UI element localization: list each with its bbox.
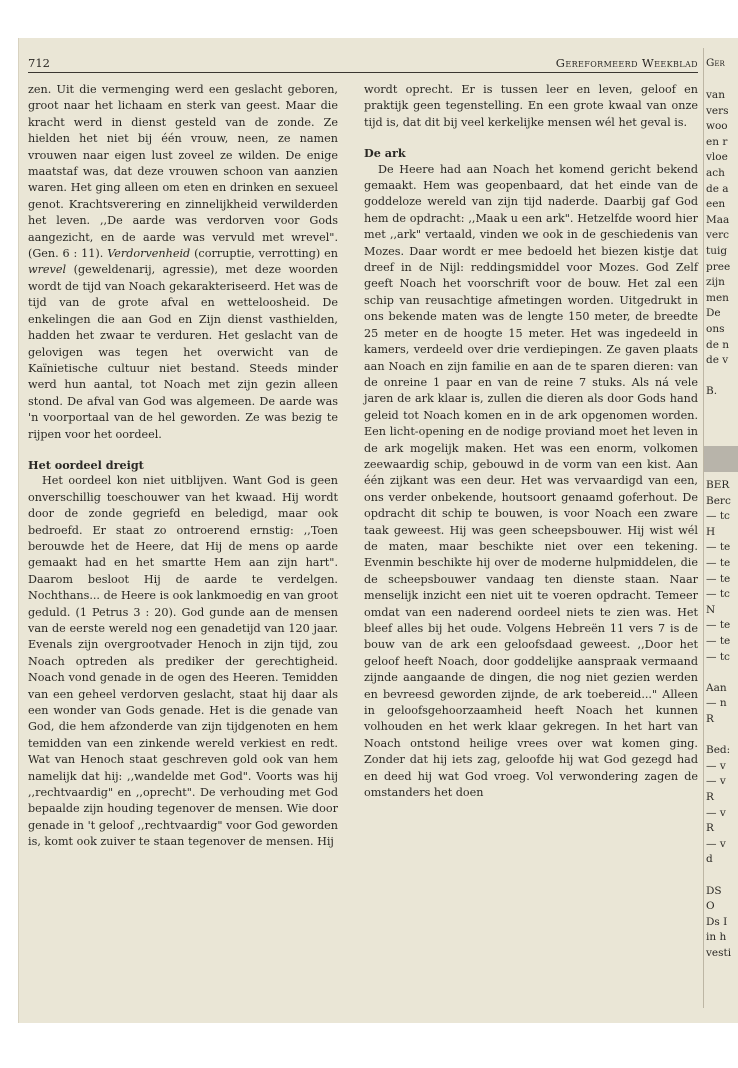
next-page-line: zijn: [706, 276, 725, 289]
italic-term: Verdorvenheid: [107, 247, 191, 261]
next-page-line: vesti: [706, 947, 732, 959]
page-number: 712: [28, 56, 50, 70]
next-page-line: — v: [706, 775, 726, 788]
next-page-line: de v: [706, 354, 729, 367]
next-page-line: een: [706, 198, 726, 211]
next-page-line: — te: [706, 619, 731, 632]
next-page-line: vloe: [706, 151, 728, 164]
section-heading: De ark: [364, 146, 406, 161]
column-right: [364, 82, 698, 801]
next-page-line: — te: [706, 572, 731, 585]
next-page-line: d: [706, 853, 713, 866]
italic-term: wrevel: [28, 263, 67, 277]
next-page-line: in h: [706, 931, 727, 944]
publication-title: Gereformeerd Weekblad: [555, 56, 698, 70]
next-page-line: — v: [706, 759, 726, 772]
next-page-line: — v: [706, 837, 726, 850]
next-page-line: Ds I: [706, 915, 728, 928]
next-page-line: R: [706, 791, 714, 803]
next-page-line: DS: [706, 884, 722, 897]
next-page-line: R: [706, 822, 714, 835]
next-page-header: Ger: [706, 57, 725, 69]
next-page-line: vers: [706, 104, 729, 117]
next-page-line: pree: [706, 260, 731, 273]
next-page-line: ach: [706, 167, 725, 179]
next-page-line: B.: [706, 385, 718, 398]
next-page-line: — tc: [706, 510, 730, 523]
magazine-page: [28, 48, 698, 1008]
paragraph: De Heere had aan Noach het komend gericht bekend gemaakt. Hem was geopenbaard, dat het einde van de goddeloze wereld van zijn tijd naderde. Daarbij gaf God hem de opdracht: ,,Maak u een ark". Hetzelfde woord hier met ,,ark" vertaald, vinden we ook in de geschiedenis van Mozes. Daar wordt er mee bedoeld het biezen kistje dat dreef in de Nijl: reddingsmiddel voor Mozes. God Zelf geeft Noach het voorschrift voor de bouw. Het zal een schip van reusachtige afmetingen worden. Uitgedrukt in ons bekende maten was de lengte 150 meter, de breedte 25 meter en de hoogte 15 meter. Het was ingedeeld in kamers, verdeeld over drie verdiepingen. Ze gaven plaats aan Noach en zijn familie en aan de te sparen dieren: van de onreine 1 paar en van de reine 7 stuks. Als ná vele jaren de ark klaar is, zullen die dieren als door Gods hand geleid tot Noach komen en in de ark opgenomen worden. Een licht-opening en de nodige proviand moet het leven in de ark mogelijk maken. Het was een enorm, volkomen zeewaardig schip, gebouwd in de vorm van een kist. Aan één zijkant was een deur. Het was vervaardigd van een, ons verder onbekende, houtsoort genaamd goferhout. De opdracht dit schip te bouwen, is voor Noach een zware taak geweest. Hij was geen scheepsbouwer. Hij wist wél de maten, maar beschikte niet over een tekening. Evenmin beschikte hij over de moderne hulpmiddelen, die de scheepsbouwer vandaag ten dienste staan. Naar menselijk inzicht een niet uit te voeren opdracht. Temeer omdat van een naderend oordeel niets te zien was. Het bleef alles bij het oude. Volgens Hebreën 11 vers 7 is de bouw van de ark een geloofsdaad geweest. ,,Door het geloof heeft Noach, door goddelijke aanspraak vermaand zijnde aangaande de dingen, die nog niet gezien werden en bevreesd geworden zijnde, de ark toebereid..." Alleen in geloofsgehoorzaamheid heeft Noach het kunnen volhouden en het werk klaar gekregen. In het hart van Noach ontstond heilige vrees over wat komen ging. Zonder dat hij iets zag, geloofde hij wat God gezegd had en deed hij wat God vroeg. Vol verwondering zagen de omstanders het doen: [364, 162, 698, 800]
next-page-line: de n: [706, 338, 730, 351]
next-page-line: woo: [706, 120, 728, 133]
next-page-line: — v: [706, 806, 726, 819]
next-page-line: Bed:: [706, 744, 731, 757]
next-page-line: O: [706, 900, 715, 913]
next-page-line: N: [706, 603, 716, 616]
next-page-edge: [703, 48, 738, 1008]
next-page-line: — tc: [706, 650, 730, 663]
next-page-line: men: [706, 291, 729, 304]
header-rule: [28, 72, 698, 73]
next-page-line: Berc: [706, 494, 731, 507]
next-page-line: Maa: [706, 213, 730, 226]
column-left: [28, 82, 338, 851]
next-page-line: R: [706, 713, 714, 725]
paragraph: zen. Uit die vermenging werd een geslacht geboren, groot naar het lichaam en sterk van geest. Maar die kracht werd in dienst gesteld van de zonde. Ze hielden het niet bij één vrouw, neen, ze namen vrouwen naar eigen lust zoveel ze wilden. De enige maatstaf was, dat deze vrouwen schoon van aanzien waren. Het ging alleen om eten en drinken en sexueel genot. Krachtsverering en zinnelijkheid verwilderden het leven. ,,De aarde was verdorven voor Gods aangezicht, en de aarde was vervuld met wrevel". (Gen. 6 : 11). Verdorvenheid (corruptie, verrotting) en wrevel (geweldenarij, agressie), met deze woorden wordt de tijd van Noach gekarakteriseerd. Het was de tijd van de grote afval en wetteloosheid. De enkelingen die aan God en Zijn dienst vasthielden, hadden het zwaar te verduren. Het geslacht van de gelovigen was tegen het overwicht van de Kaïnietische cultuur niet bestand. Steeds minder werd hun aantal, tot Noach met zijn gezin alleen stond. De afval van God was algemeen. De aarde was 'n voorportaal van de hel geworden. Ze was bezig te rijpen voor het oordeel.: [28, 83, 338, 441]
next-page-line: — te: [706, 541, 731, 554]
next-page-line: ons: [706, 323, 725, 335]
next-page-line: H: [706, 525, 716, 538]
next-page-line: — te: [706, 557, 731, 569]
next-page-line: de a: [706, 182, 729, 195]
next-page-shaded-box: [704, 446, 738, 472]
next-page-line: BER: [706, 479, 730, 491]
paragraph: wordt oprecht. Er is tussen leer en leven, geloof en praktijk geen tegenstelling. En een grote kwaal van onze tijd is, dat dit bij veel kerkelijke mensen wél het geval is.: [364, 83, 698, 129]
next-page-line: en r: [706, 135, 728, 148]
section-heading: Het oordeel dreigt: [28, 457, 144, 472]
next-page-line: — te: [706, 635, 731, 647]
paragraph: Het oordeel kon niet uitblijven. Want God is geen onverschillig toeschouwer van het kwaad. Hij wordt door de zonde gegriefd en beledigd, maar ook bedroefd. Er staat zo ontroerend ernstig: ,,Toen berouwde het de Heere, dat Hij de mens op aarde gemaakt had en het smartte Hem aan zijn hart". Daarom besloot Hij de aarde te verdelgen. Nochthans... de Heere is ook lankmoedig en van groot geduld. (1 Petrus 3 : 20). God gunde aan de mensen van de eerste wereld nog een genadetijd van 120 jaar. Evenals zijn overgrootvader Henoch in zijn tijd, zou Noach optreden als prediker der gerechtigheid. Noach vond genade in de ogen des Heeren. Temidden van een geheel verdorven geslacht, staat hij daar als een wonder van Gods genade. Het is die genade van God, die hem afzonderde van zijn tijdgenoten en hem temidden van een zinkende wereld verkiest en redt. Wat van Henoch staat geschreven gold ook van hem namelijk dat hij: ,,wandelde met God". Voorts was hij ,,rechtvaardig" en ,,oprecht". De verhouding met God bepaalde zijn houding tegenover de mensen. Wie door genade in 't geloof ,,rechtvaardig" voor God geworden is, komt ook zuiver te staan tegenover de mensen. Hij: [28, 474, 338, 849]
next-page-line: — tc: [706, 588, 730, 601]
next-page-line: verc: [706, 229, 730, 242]
next-page-line: Aan: [706, 681, 727, 694]
next-page-line: van: [706, 89, 725, 101]
next-page-line: tuig: [706, 245, 728, 257]
next-page-line: — n: [706, 697, 727, 710]
next-page-line: De: [706, 307, 721, 320]
